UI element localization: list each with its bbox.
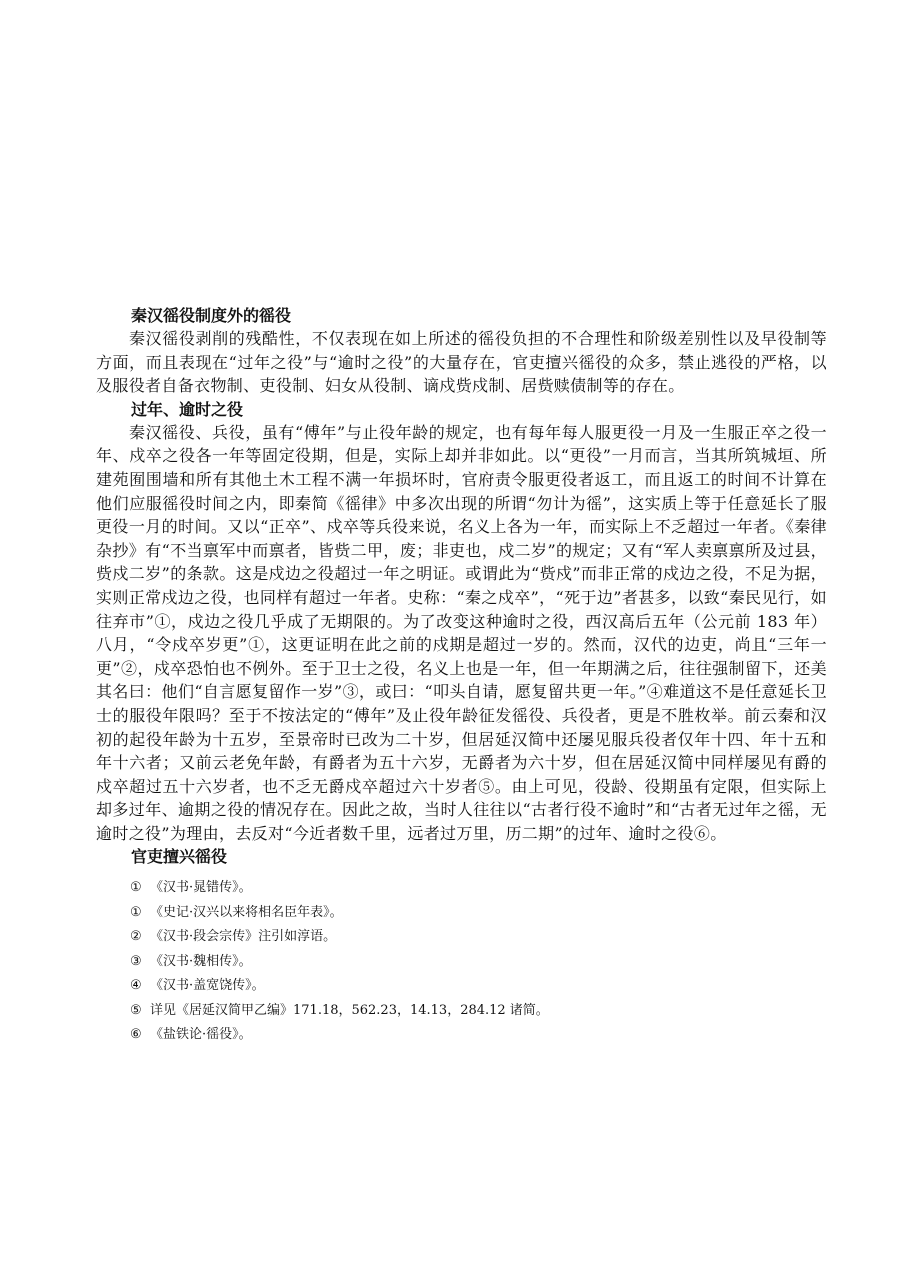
- footnote: [130, 1023, 827, 1047]
- section-paragraph: 秦汉徭役剥削的残酷性，不仅表现在如上所述的徭役负担的不合理性和阶级差别性以及早役制等方面，而且表现在“过年之役”与“逾时之役”的大量存在，官吏擅兴徭役的众多，禁止逃役的严格，以及服役者自备衣物制、吏役制、妇女从役制、谪戍赀戍制、居赀赎债制等的存在。: [96, 329, 827, 396]
- section-heading: 秦汉徭役制度外的徭役: [131, 306, 292, 325]
- footnote-mark: ①: [130, 904, 142, 920]
- footnote-text: 《盐铁论·徭役》。: [150, 1026, 252, 1042]
- document-body: [96, 304, 827, 1047]
- footnote-mark: ②: [130, 929, 142, 945]
- footnote-text: 《史记·汉兴以来将相名臣年表》。: [150, 904, 343, 920]
- footnote-text: 《汉书·晁错传》。: [150, 880, 252, 896]
- footnote-text: 详见《居延汉简甲乙编》171.18，562.23，14.13，284.12 诸简。: [150, 1002, 549, 1018]
- footnote-mark: ①: [130, 880, 142, 896]
- section-paragraph: 秦汉徭役、兵役，虽有“傅年”与止役年龄的规定，也有每年每人服更役一月及一生服正卒之役一年、戍卒之役各一年等固定役期，但是，实际上却并非如此。以“更役”一月而言，当其所筑城垣、所建苑囿围墙和所有其他土木工程不满一年损坏时，官府责令服更役者返工，而且返工的时间不计算在他们应服徭役时间之内，即秦简《徭律》中多次出现的所谓“勿计为徭”，这实质上等于任意延长了服更役一月的时间。又以“正卒”、戍卒等兵役来说，名义上各为一年，而实际上不乏超过一年者。《秦律杂抄》有“不当禀军中而禀者，皆赀二甲，废；非吏也，戍二岁”的规定；又有“军人卖禀禀所及过县，赀戍二岁”的条款。这是戍边之役超过一年之明证。或谓此为“赀戍”而非正常的戍边之役，不足为据，实则正常戍边之役，也同样有超过一年者。史称：“秦之戍卒”，“死于边”者甚多，以致“秦民见行，如往弃市”①，戍边之役几乎成了无期限的。为了改变这种逾时之役，西汉高后五年（公元前 183 年）八月，“令戍卒岁更”①，这更证明在此之前的戍期是超过一岁的。然而，汉代的边吏，尚且“三年一更”②，戍卒恐怕也不例外。至于卫士之役，名义上也是一年，但一年期满之后，往往强制留下，还美其名曰：他们“自言愿复留作一岁”③，或曰：“叩头自请，愿复留共更一年。”④难道这不是任意延长卫士的服役年限吗？至于不按法定的“傅年”及止役年龄征发徭役、兵役者，更是不胜枚举。前云秦和汉初的起役年龄为十五岁，至景帝时已改为二十岁，但居延汉简中还屡见服兵役者仅年十四、年十五和年十六者；又前云老免年龄，有爵者为五十六岁，无爵者为六十岁，但在居延汉简中同样屡见有爵的戍卒超过五十六岁者，也不乏无爵戍卒超过六十岁者⑤。由上可见，役龄、役期虽有定限，但实际上却多过年、逾期之役的情况存在。因此之故，当时人往往以“古者行役不逾时”和“古者无过年之徭，无逾时之役”为理由，去反对“今近者数千里，远者过万里，历二期”的过年、逾时之役⑥。: [96, 422, 827, 843]
- footnote-text: 《汉书·段会宗传》注引如淳语。: [150, 929, 337, 945]
- footnote-text: 《汉书·盖宽饶传》。: [150, 978, 265, 994]
- footnote-mark: ③: [130, 953, 142, 969]
- footnote: [130, 999, 827, 1023]
- footnote-text: 《汉书·魏相传》。: [150, 953, 252, 969]
- footnote: [130, 974, 827, 998]
- footnote-mark: ⑥: [130, 1026, 142, 1042]
- footnotes: [96, 876, 827, 1047]
- section-heading: 官吏擅兴徭役: [131, 847, 228, 867]
- section-heading: 过年、逾时之役: [131, 399, 244, 419]
- footnote-mark: ⑤: [130, 1002, 142, 1018]
- footnote: [130, 950, 827, 974]
- footnote-mark: ④: [130, 978, 142, 994]
- footnote: [130, 876, 827, 900]
- footnote: [130, 901, 827, 925]
- footnote: [130, 925, 827, 949]
